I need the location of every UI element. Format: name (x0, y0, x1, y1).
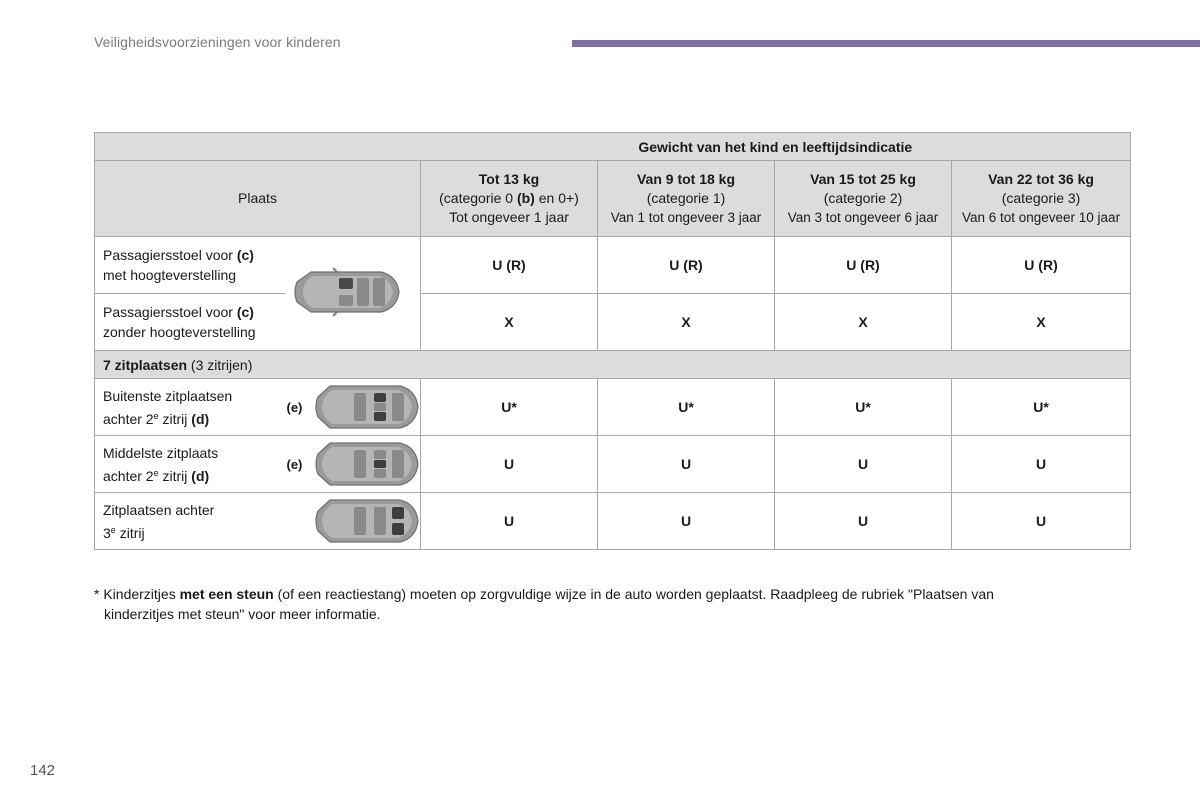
value-cell: U* (598, 379, 775, 436)
row-label-third-row: Zitplaatsen achter 3e zitrij (95, 493, 285, 550)
column-header-cat0: Tot 13 kg (categorie 0 (b) en 0+) Tot ongeveer 1 jaar (421, 161, 598, 237)
column-header-cat2: Van 15 tot 25 kg (categorie 2) Van 3 tot ongeveer 6 jaar (775, 161, 952, 237)
row-label-middle-second-row: Middelste zitplaats achter 2e zitrij (d) (95, 436, 285, 493)
value-cell: U (952, 436, 1131, 493)
value-cell: U (598, 436, 775, 493)
car-diagram-outer (285, 379, 421, 436)
value-cell: U (775, 493, 952, 550)
car-diagram-middle (285, 436, 421, 493)
value-cell: X (775, 294, 952, 351)
group-header-row (95, 351, 1131, 379)
value-cell: X (598, 294, 775, 351)
car-outer-seats-icon (314, 382, 420, 432)
row-label-front-height: Passagiersstoel voor (c) met hoogteverstelling (95, 237, 285, 294)
value-cell: U* (775, 379, 952, 436)
value-cell: U (598, 493, 775, 550)
value-cell: U* (952, 379, 1131, 436)
value-cell: U (421, 436, 598, 493)
row-label-front-no-height: Passagiersstoel voor (c) zonder hoogteverstelling (95, 294, 285, 351)
page-number: 142 (30, 762, 56, 779)
car-diagram-front (285, 237, 421, 351)
column-header-cat3: Van 22 tot 36 kg (categorie 3) Van 6 tot ongeveer 10 jaar (952, 161, 1131, 237)
plaats-header: Plaats (95, 161, 421, 237)
car-diagram-third (285, 493, 421, 550)
value-cell: U (775, 436, 952, 493)
value-cell: X (421, 294, 598, 351)
header-accent-bar (572, 40, 1200, 47)
car-front-seat-icon (285, 254, 409, 334)
value-cell: U* (421, 379, 598, 436)
value-cell: X (952, 294, 1131, 351)
table-row (95, 493, 1131, 550)
value-cell: U (R) (952, 237, 1131, 294)
value-cell: U (R) (598, 237, 775, 294)
value-cell: U (R) (421, 237, 598, 294)
note-marker: (e) (286, 399, 303, 415)
table-row (95, 237, 1131, 294)
car-third-row-icon (314, 496, 420, 546)
value-cell: U (952, 493, 1131, 550)
column-header-cat1: Van 9 tot 18 kg (categorie 1) Van 1 tot ongeveer 3 jaar (598, 161, 775, 237)
car-middle-seat-icon (314, 439, 420, 489)
table-row (95, 294, 1131, 351)
child-seat-table (94, 132, 1131, 550)
table-row (95, 436, 1131, 493)
group-label: 7 zitplaatsen (3 zitrijen) (95, 351, 1131, 379)
footnote: * Kinderzitjes met een steun (of een reactiestang) moeten op zorgvuldige wijze in de auto worden geplaatst. Raadpleeg de rubriek "Plaatsen van kinderzitjes met steun" voor meer informatie. (94, 586, 994, 622)
row-label-outer-second-row: Buitenste zitplaatsen achter 2e zitrij (d) (95, 379, 285, 436)
table-row (95, 379, 1131, 436)
weight-age-header: Gewicht van het kind en leeftijdsindicatie (421, 133, 1131, 161)
value-cell: U (421, 493, 598, 550)
section-title: Veiligheidsvoorzieningen voor kinderen (94, 34, 341, 50)
value-cell: U (R) (775, 237, 952, 294)
note-marker: (e) (286, 456, 303, 472)
